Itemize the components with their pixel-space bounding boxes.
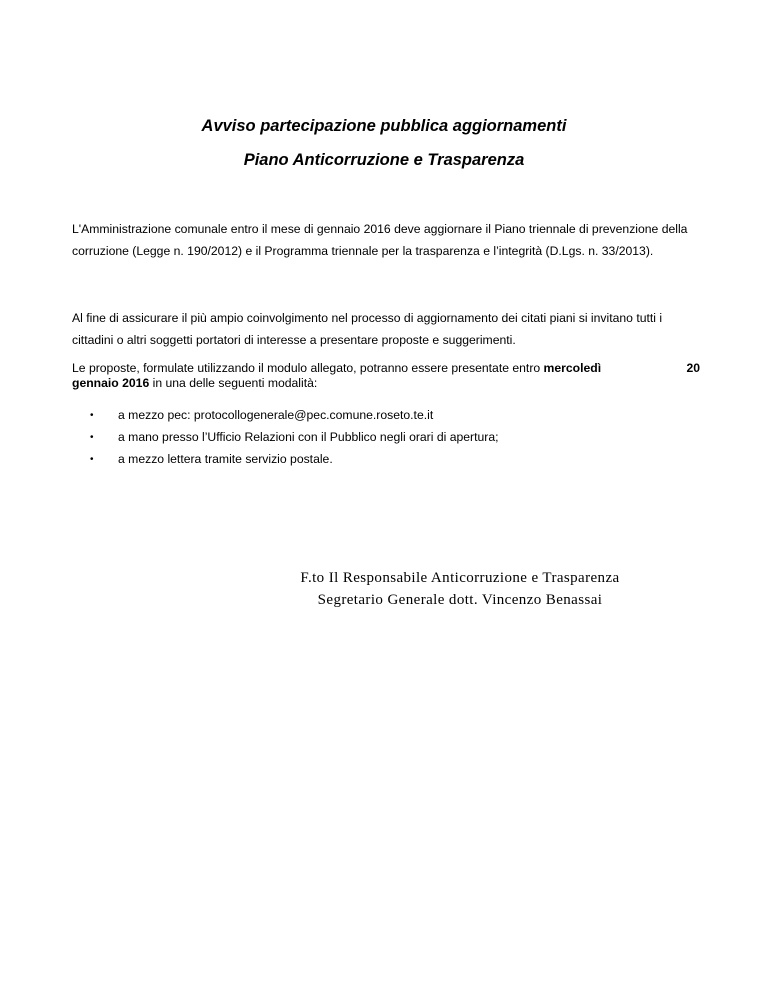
paragraph-intro: L'Amministrazione comunale entro il mese di gennaio 2016 deve aggiornare il Piano triennale di prevenzione della corruzione (Legge n. 190/2012) e il Programma triennale per la trasparenza e l’integrità (D.Lgs. n. 33/2013).: [72, 222, 688, 258]
deadline-day: mercoledì: [543, 361, 602, 375]
deadline-outro-text: in una delle seguenti modalità:: [149, 376, 318, 390]
signature-name: Segretario Generale dott. Vincenzo Benassai: [317, 592, 603, 608]
deadline-month-year: gennaio 2016: [72, 376, 150, 390]
bullet-icon: •: [90, 410, 94, 421]
list-item: [90, 430, 499, 452]
list-item: [90, 408, 499, 430]
paragraph-invitation: Al fine di assicurare il più ampio coinvolgimento nel processo di aggiornamento dei citati piani si invitano tutti i cittadini o altri soggetti portatori di interesse a presentare proposte e suggerimenti.: [72, 311, 663, 347]
notice-title: Avviso partecipazione pubblica aggiornamenti: [201, 117, 567, 135]
method-in-person: a mano presso l’Ufficio Relazioni con il Pubblico negli orari di apertura;: [118, 430, 499, 444]
deadline-day-number: 20: [686, 361, 700, 375]
method-pec: a mezzo pec: protocollogenerale@pec.comune.roseto.te.it: [118, 408, 434, 422]
method-postal: a mezzo lettera tramite servizio postale.: [118, 452, 333, 466]
list-item: [90, 452, 499, 474]
bullet-icon: •: [90, 432, 94, 443]
notice-subtitle: Piano Anticorruzione e Trasparenza: [243, 151, 525, 169]
deadline-intro-text: Le proposte, formulate utilizzando il modulo allegato, potranno essere presentate entro: [72, 361, 544, 375]
paragraph-deadline: [72, 361, 698, 391]
bullet-icon: •: [90, 454, 94, 465]
submission-methods-list: [90, 408, 499, 474]
signature-role: F.to Il Responsabile Anticorruzione e Trasparenza: [300, 570, 620, 586]
